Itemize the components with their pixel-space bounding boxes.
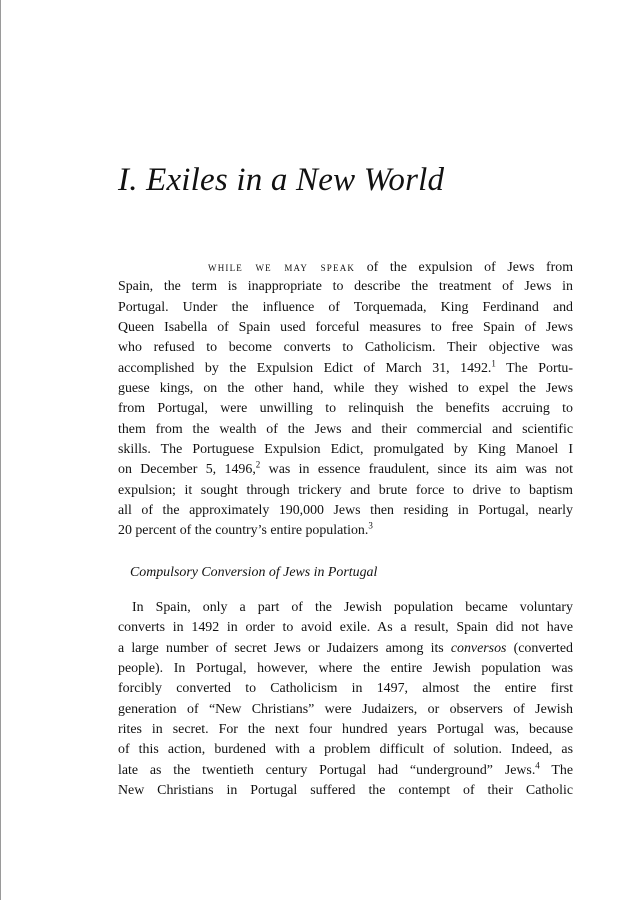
paragraph-2-line: forcibly converted to Catholicism in 1497, almost the entire first (118, 681, 573, 697)
paragraph-1-line: accomplished by the Expulsion Edict of March 31, 1492.$^1$ The Portu- (118, 358, 573, 376)
footnote-ref-2: 2 (255, 459, 261, 470)
paragraph-2-line: rites in secret. For the next four hundred years Portugal was, because (118, 722, 573, 738)
paragraph-1-line: 20 percent of the country’s entire population.$^3$ (118, 520, 373, 539)
italic-term: conversos (450, 640, 507, 656)
paragraph-1-line: Portugal. Under the influence of Torquemada, King Ferdinand and (118, 299, 573, 315)
paragraph-2-line: generation of “New Christians” were Judaizers, or observers of Jewish (118, 701, 573, 717)
paragraph-2-line: late as the twentieth century Portugal had “underground” Jews.$^4$ The (118, 760, 573, 778)
paragraph-1-line: while we may speak of the expulsion of Jews from (208, 260, 573, 275)
page-edge (0, 0, 1, 900)
paragraph-1-line: guese kings, on the other hand, while they wished to expel the Jews (118, 381, 573, 397)
paragraph-1-line: skills. The Portuguese Expulsion Edict, promulgated by King Manoel I (118, 442, 573, 458)
paragraph-1-line: who refused to become converts to Catholicism. Their objective was (118, 340, 573, 356)
paragraph-1-line: Queen Isabella of Spain used forceful measures to free Spain of Jews (118, 320, 573, 336)
paragraph-2 (118, 598, 573, 801)
paragraph-1-line: them from the wealth of the Jews and their commercial and scientific (118, 421, 573, 437)
chapter-title: I. Exiles in a New World (118, 162, 445, 198)
paragraph-2-line: In Spain, only a part of the Jewish population became voluntary (132, 600, 573, 615)
paragraph-2-line: converts in 1492 in order to avoid exile. As a result, Spain did not have (118, 620, 573, 636)
paragraph-1-line: from Portugal, were unwilling to relinquish the benefits accruing to (118, 401, 573, 417)
paragraph-1-line: Spain, the term is inappropriate to describe the treatment of Jews in (118, 279, 573, 295)
footnote-ref-1: 1 (491, 358, 496, 369)
paragraph-2-line: of this action, burdened with a problem difficult of solution. Indeed, as (118, 742, 573, 758)
footnote-ref-3: 3 (368, 520, 373, 531)
lead-smallcaps: while we may speak (208, 260, 356, 274)
paragraph-2-line: a large number of secret Jews or Judaizers among its conversos (converted (118, 640, 573, 656)
paragraph-1 (118, 257, 573, 542)
paragraph-1-line: expulsion; it sought through trickery and brute force to drive to baptism (118, 482, 573, 498)
paragraph-2-line: people). In Portugal, however, where the entire Jewish population was (118, 661, 573, 677)
section-subheading: Compulsory Conversion of Jews in Portugal (130, 565, 378, 580)
footnote-ref-4: 4 (535, 760, 540, 771)
paragraph-1-line: all of the approximately 190,000 Jews then residing in Portugal, nearly (118, 503, 573, 519)
paragraph-2-line: New Christians in Portugal suffered the contempt of their Catholic (118, 783, 573, 799)
paragraph-1-line: on December 5, 1496,$^2$ was in essence fraudulent, since its aim was not (118, 459, 573, 478)
